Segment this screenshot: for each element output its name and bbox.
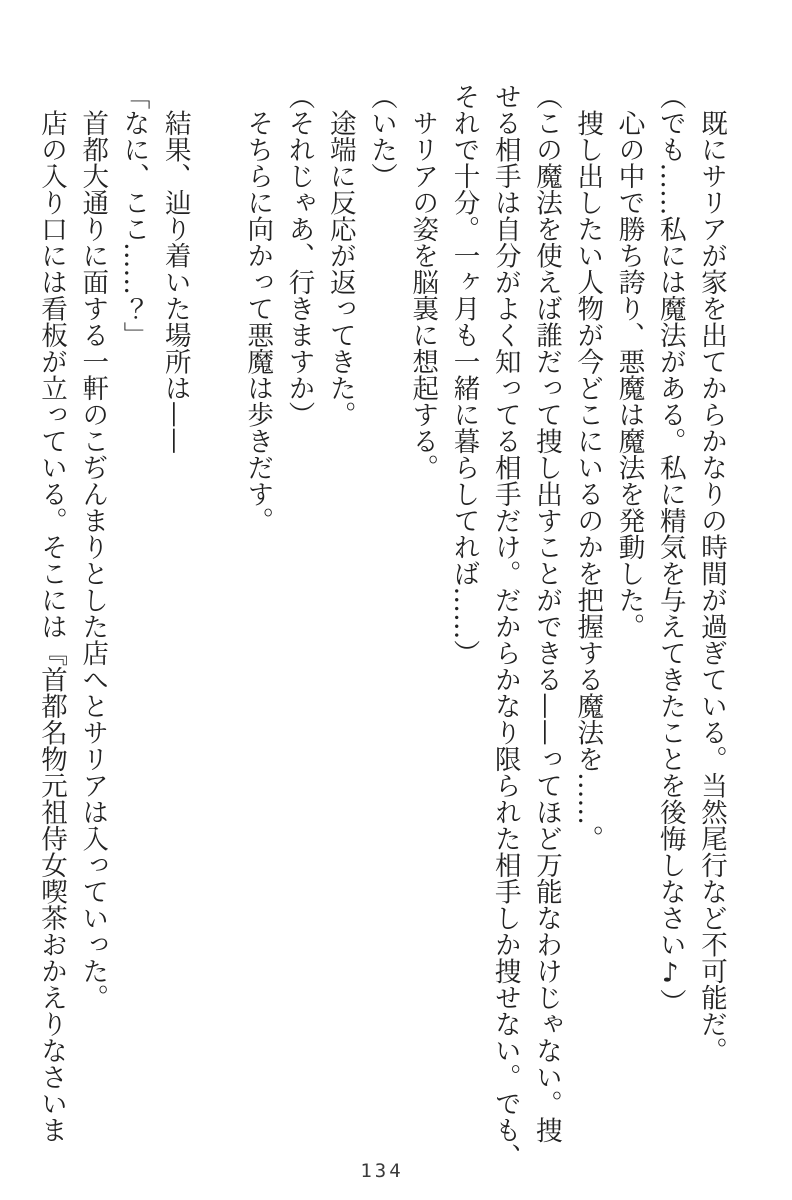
text-line: 捜し出したい人物が今どこにいるのかを把握する魔法を……。 <box>572 83 604 852</box>
text-line: （それじゃあ、行きますか） <box>283 83 315 428</box>
text-line: 途端に反応が返ってきた。 <box>324 83 356 428</box>
text-line: 店の入り口には看板が立っている。そこには『首都名物元祖侍女喫茶おかえりなさいま <box>36 83 67 1143</box>
vertical-text-block <box>31 83 732 1170</box>
text-line: 心の中で勝ち誇り、悪魔は魔法を発動した。 <box>613 83 645 640</box>
text-line: 首都大通りに面する一軒のこぢんまりとした店へとサリアは入っていった。 <box>77 83 109 1011</box>
text-line: せる相手は自分がよく知ってる相手だけ。だからかなり限られた相手しか捜せない。でも、 <box>489 83 521 1170</box>
text-line: （いた） <box>366 83 397 189</box>
text-line: 結果、辿り着いた場所は—— <box>159 83 191 454</box>
text-line: （でも……私には魔法がある。私に精気を与えてきたことを後悔しなさい♪） <box>654 83 686 1015</box>
text-line: （この魔法を使えば誰だって捜し出すことができる——ってほど万能なわけじゃない。捜 <box>531 83 562 1143</box>
page-number: 134 <box>360 1160 404 1182</box>
text-line: そちらに向かって悪魔は歩きだす。 <box>242 83 274 534</box>
text-line: 既にサリアが家を出てからかなりの時間が過ぎている。当然尾行など不可能だ。 <box>696 83 727 1064</box>
text-line: サリアの姿を脳裏に想起する。 <box>407 83 439 481</box>
blank-line <box>196 83 237 1143</box>
text-line: 「なに、ここ……？」 <box>118 83 150 348</box>
text-line: それで十分。一ヶ月も一緒に暮らしてれば……） <box>448 83 480 666</box>
